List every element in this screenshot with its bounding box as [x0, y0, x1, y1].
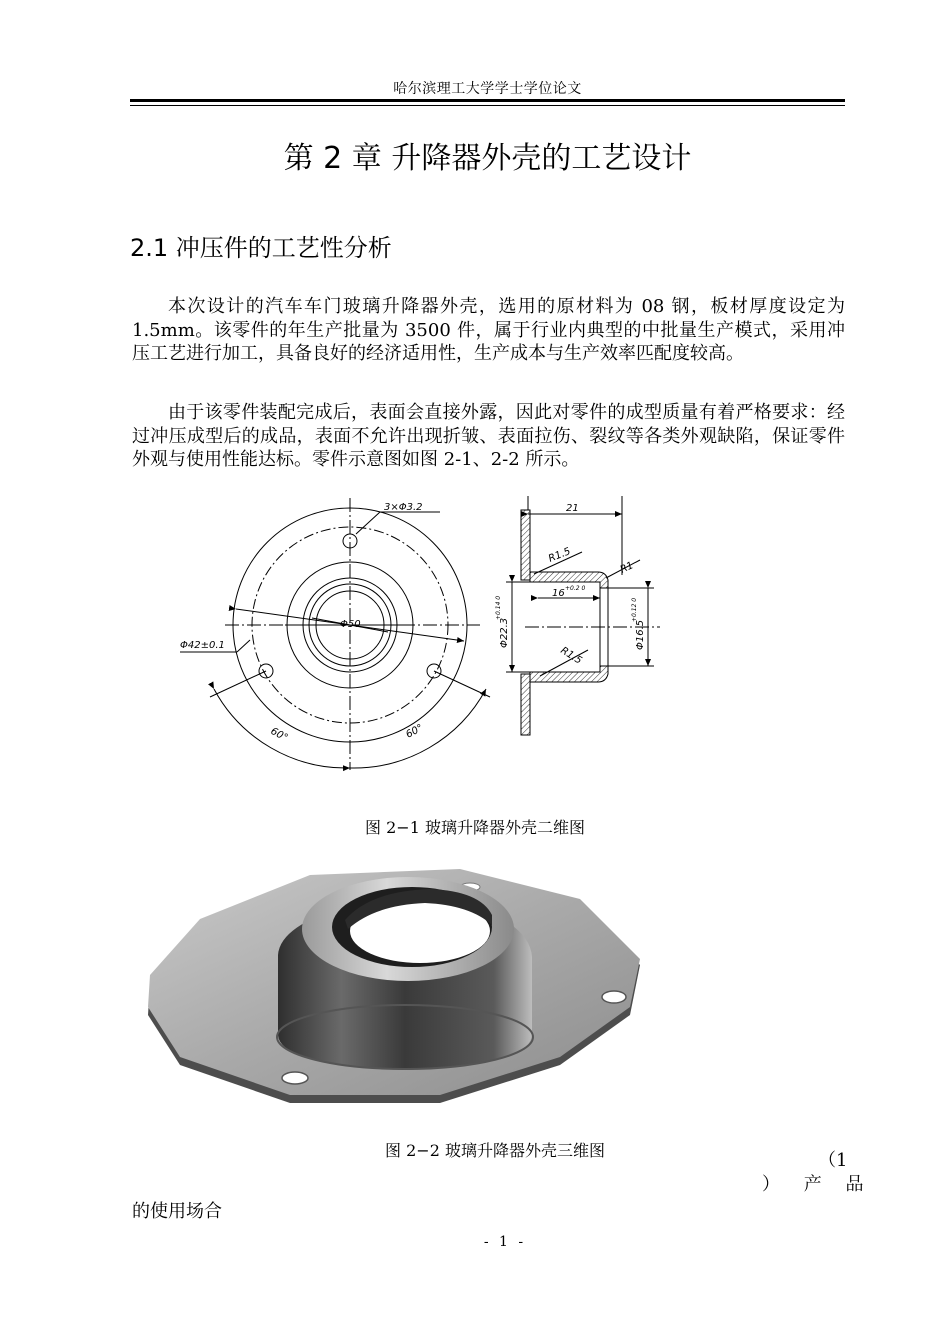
text-fragment-2: ） 产 品 — [762, 1174, 868, 1195]
text-fragment-1: （1 — [818, 1150, 848, 1171]
text-fragment-3: 的使用场合 — [132, 1201, 222, 1222]
dim-16-tol: +0.2 0 — [565, 585, 586, 592]
dim-angle-left: 60° — [268, 725, 290, 744]
figure-3d-render — [140, 865, 660, 1125]
section-title: 2.1 冲压件的工艺性分析 — [130, 234, 392, 262]
dim-dia-223: Φ22.3 — [499, 617, 510, 648]
dim-width: 21 — [566, 503, 579, 514]
paragraph-2: 由于该零件装配完成后，表面会直接外露，因此对零件的成型质量有着严格要求：经过冲压成型后的成品，表面不允许出现折皱、表面拉伤、裂纹等各类外观缺陷，保证零件外观与使用性能达标。零件示意图如图 2-1、2-2 所示。 — [132, 402, 845, 470]
figure-1-caption: 图 2−1 玻璃升降器外壳二维图 — [365, 818, 585, 837]
dim-r1: R1 — [618, 560, 636, 576]
dim-angle-right: 60° — [404, 722, 426, 741]
page-number: - 1 - — [483, 1234, 527, 1250]
dim-dia-223-tol: +0.14 0 — [495, 595, 502, 620]
dim-dia-165-tol: +0.12 0 — [631, 597, 638, 622]
figure-2-caption: 图 2−2 玻璃升降器外壳三维图 — [385, 1141, 605, 1160]
paragraph-1: 本次设计的汽车车门玻璃升降器外壳，选用的原材料为 08 钢，板材厚度设定为 1.5mm。该零件的年生产批量为 3500 件，属于行业内典型的中批量生产模式，采用冲压工艺进行加工，具备良好的经济适用性，生产成本与生产效率匹配度较高。 — [132, 296, 845, 364]
dim-dia-165: Φ16.5 — [635, 619, 646, 650]
dim-holes: 3×Φ3.2 — [384, 502, 423, 513]
dim-outer-dia: Φ42±0.1 — [180, 640, 225, 651]
section-view-labels — [495, 503, 646, 667]
front-view-labels — [180, 502, 425, 744]
dim-16: 16 — [552, 588, 565, 599]
chapter-title: 第 2 章 升降器外壳的工艺设计 — [283, 141, 692, 176]
dim-r15-top: R1.5 — [547, 546, 573, 565]
dim-bolt-circle: Φ50 — [340, 619, 361, 630]
front-view — [180, 498, 490, 770]
page-header: 哈尔滨理工大学学士学位论文 — [393, 81, 582, 97]
dim-r15-bottom: R1.5 — [558, 645, 584, 667]
